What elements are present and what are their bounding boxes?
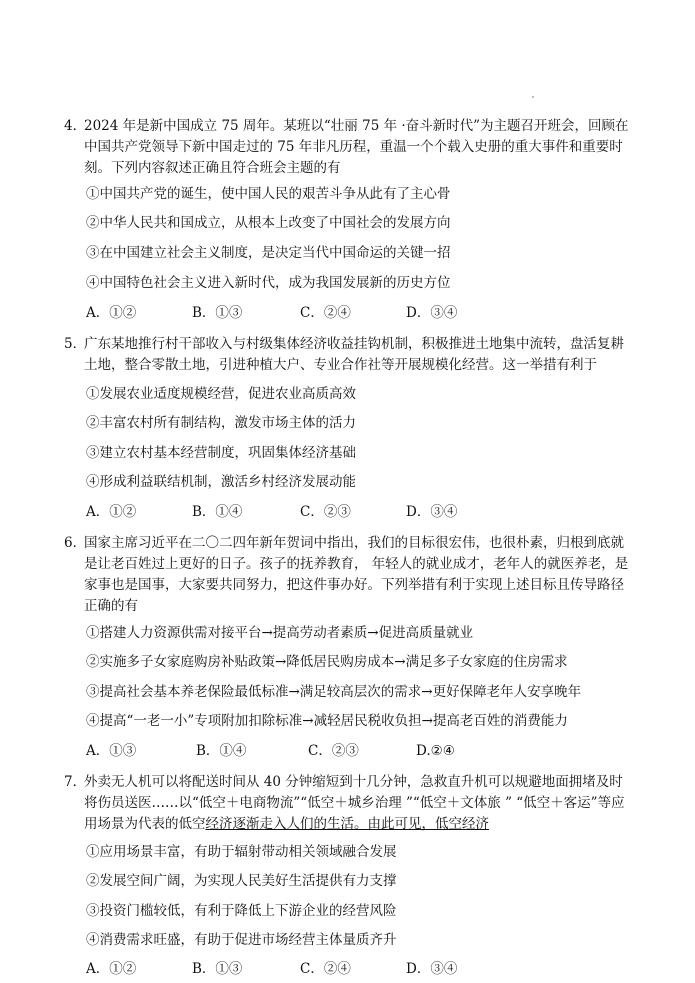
answer-d: D．③④ xyxy=(406,961,458,977)
answer-b: B．①③ xyxy=(192,961,243,977)
question-stem xyxy=(64,116,634,179)
option-4: ④中国特色社会主义进入新时代，成为我国发展新的历史方位 xyxy=(86,275,451,291)
answer-a: A．①② xyxy=(86,504,137,520)
question-text: 广东某地推行村干部收入与村级集体经济收益挂钩机制，积极推进土地集中流转，盘活复耕土地，整合零散土地，引进种植大户、专业合作社等开展规模化经营。这一举措有利于 xyxy=(84,336,624,373)
option-2: ②中华人民共和国成立，从根本上改变了中国社会的发展方向 xyxy=(86,215,451,231)
option-1: ①中国共产党的诞生，使中国人民的艰苦斗争从此有了主心骨 xyxy=(86,186,451,202)
answer-c: C．②④ xyxy=(300,305,351,321)
answer-d: D．③④ xyxy=(406,305,458,321)
question-text: 国家主席习近平在二〇二四年新年贺词中指出，我们的目标很宏伟，也很朴素，归根到底就是让老百姓过上更好的日子。孩子的抚养教育， 年轻人的就业成才，老年人的就医养老，是家事也是国事，大家要共同努力，把这件事办好。下列举措有利于实现上述目标且传导路径正确的有 xyxy=(84,535,629,614)
option-1: ①搭建人力资源供需对接平台→提高劳动者素质→促进高质量就业 xyxy=(86,625,474,641)
answer-a: A．①③ xyxy=(86,743,137,759)
option-3: ③在中国建立社会主义制度，是决定当代中国命运的关键一招 xyxy=(86,245,451,261)
option-2: ②发展空间广阔，为实现人民美好生活提供有力支撑 xyxy=(86,873,397,889)
question-stem xyxy=(64,772,634,835)
question-text: 外卖无人机可以将配送时间从 40 分钟缩短到十几分钟，急救直升机可以规避地面拥堵及时将伤员送医……以“低空＋电商物流”“低空＋城乡治理 ”“低空＋文体旅 ” “低空＋客运”等应用场景为代表的低空 xyxy=(84,774,625,832)
scan-speck xyxy=(532,96,534,98)
question-number: 4． xyxy=(64,118,87,134)
question-stem xyxy=(64,533,634,617)
option-3: ③提高社会基本养老保险最低标准→满足较高层次的需求→更好保障老年人安享晚年 xyxy=(86,684,582,700)
answer-a: A．①② xyxy=(86,961,137,977)
answer-d: D．③④ xyxy=(406,504,458,520)
answer-d: D.②④ xyxy=(416,743,455,759)
question-4 xyxy=(64,116,634,179)
option-1: ①发展农业适度规模经营，促进农业高质高效 xyxy=(86,386,356,402)
question-number: 5． xyxy=(64,336,87,352)
option-4: ④提高“一老一小”专项附加扣除标准→减轻居民税收负担→提高老百姓的消费能力 xyxy=(86,713,568,729)
answer-b: B．①④ xyxy=(196,743,247,759)
answer-c: C．②④ xyxy=(300,961,351,977)
question-7 xyxy=(64,772,634,835)
question-number: 6． xyxy=(64,535,87,551)
answer-c: C．②③ xyxy=(300,504,351,520)
question-text: 2024 年是新中国成立 75 周年。某班以“壮丽 75 年 ·奋斗新时代”为主题召开班会，回顾在中国共产党领导下新中国走过的 75 年非凡历程，重温一个个载入史册的重大事件和重要时刻。下列内容叙述正确且符合班会主题的有 xyxy=(84,118,629,176)
answer-a: A．①② xyxy=(86,305,137,321)
question-5 xyxy=(64,334,634,376)
answer-c: C．②③ xyxy=(308,743,359,759)
option-3: ③投资门槛较低，有利于降低上下游企业的经营风险 xyxy=(86,903,397,919)
option-2: ②实施多子女家庭购房补贴政策→降低居民购房成本→满足多子女家庭的住房需求 xyxy=(86,654,568,670)
option-4: ④形成利益联结机制，激活乡村经济发展动能 xyxy=(86,474,356,490)
answer-b: B．①③ xyxy=(192,305,243,321)
option-4: ④消费需求旺盛，有助于促进市场经营主体量质齐升 xyxy=(86,932,397,948)
answer-b: B．①④ xyxy=(192,504,243,520)
question-number: 7． xyxy=(64,774,87,790)
option-2: ②丰富农村所有制结构，激发市场主体的活力 xyxy=(86,415,356,431)
question-stem xyxy=(64,334,634,376)
option-3: ③建立农村基本经营制度，巩固集体经济基础 xyxy=(86,445,356,461)
option-1: ①应用场景丰富，有助于辐射带动相关领域融合发展 xyxy=(86,844,397,860)
question-6 xyxy=(64,533,634,617)
underlined-text: 经济逐渐走入人们的生活。由此可见，低空经济 xyxy=(205,816,489,832)
